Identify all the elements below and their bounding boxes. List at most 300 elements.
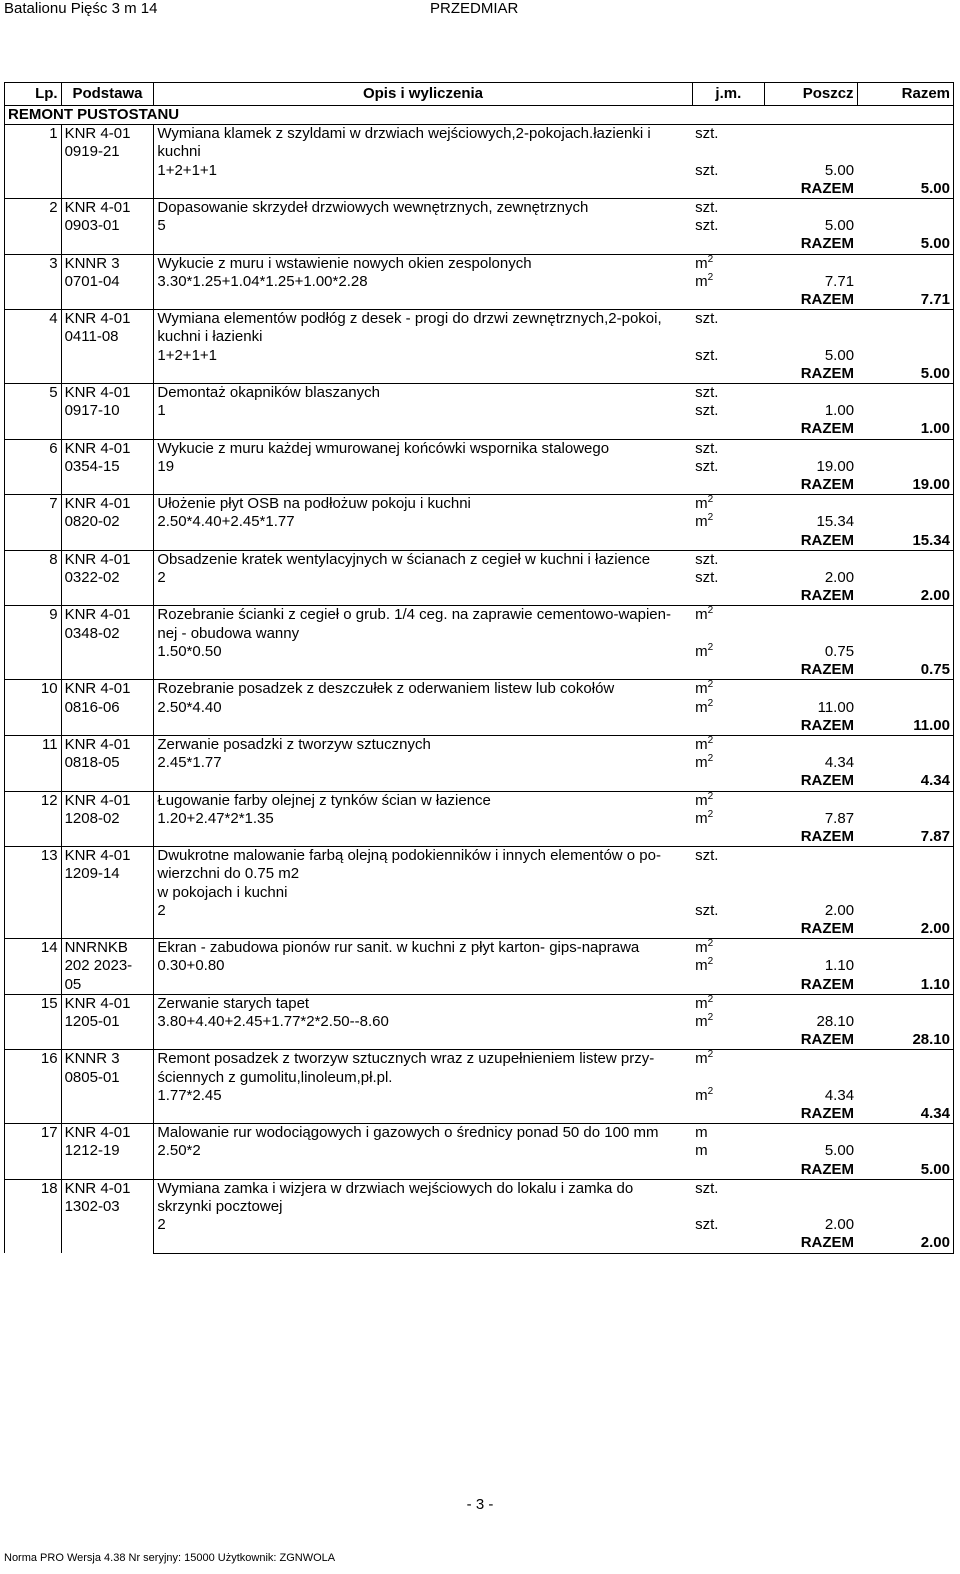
partial-value: 11.00 <box>817 698 855 716</box>
position-row <box>5 847 954 866</box>
basis-line: KNR 4-01 <box>64 125 131 143</box>
empty-cell <box>857 125 953 144</box>
position-number: 8 <box>5 550 62 606</box>
empty-cell <box>692 1161 764 1180</box>
empty-cell <box>857 1179 953 1198</box>
basis-line: KNR 4-01 <box>64 495 131 513</box>
calc-unit: szt. <box>695 901 719 919</box>
empty-cell <box>154 976 692 995</box>
basis-line: 1212-19 <box>64 1142 120 1160</box>
position-basis <box>61 1179 154 1253</box>
position-description: Ługowanie farby olejnej z tynków ścian w łazience <box>154 791 692 810</box>
position-description: kuchni i łazienki <box>157 328 263 346</box>
partial-value: 0.75 <box>824 642 855 660</box>
empty-cell <box>857 495 953 514</box>
col-podstawa: Podstawa <box>61 83 154 106</box>
basis-line: 1209-14 <box>64 865 120 883</box>
empty-cell <box>857 1198 953 1216</box>
partial-value: 7.71 <box>824 272 855 290</box>
razem-label: RAZEM <box>765 1161 858 1180</box>
empty-cell <box>857 939 953 958</box>
empty-cell <box>154 1234 692 1253</box>
position-number: 4 <box>5 310 62 384</box>
col-opis: Opis i wyliczenia <box>154 83 692 106</box>
basis-line: 0917-10 <box>64 402 120 420</box>
empty-cell <box>765 384 858 403</box>
calculation: 5 <box>157 217 166 235</box>
empty-cell <box>154 587 692 606</box>
empty-cell <box>857 865 953 883</box>
empty-cell <box>154 1105 692 1124</box>
position-number: 7 <box>5 495 62 551</box>
empty-cell <box>765 884 858 902</box>
basis-line: 0322-02 <box>64 569 120 587</box>
position-description: Ułożenie płyt OSB na podłożuw pokoju i kuchni <box>154 495 692 514</box>
calculation: 1+2+1+1 <box>157 161 218 179</box>
calc-unit: $m^2$ <box>695 641 714 660</box>
position-number: 16 <box>5 1050 62 1124</box>
empty-cell <box>692 235 764 254</box>
col-poszcz: Poszcz <box>765 83 858 106</box>
empty-cell <box>154 235 692 254</box>
empty-cell <box>857 791 953 810</box>
empty-cell <box>857 1013 953 1031</box>
razem-value: 11.00 <box>857 717 953 736</box>
col-lp: Lp. <box>5 83 62 106</box>
razem-value: 5.00 <box>857 1161 953 1180</box>
razem-label: RAZEM <box>765 420 858 439</box>
empty-cell <box>765 735 858 754</box>
razem-label: RAZEM <box>765 1105 858 1124</box>
unit: szt. <box>692 384 764 403</box>
empty-cell <box>154 180 692 199</box>
razem-value: 2.00 <box>857 920 953 939</box>
empty-cell <box>154 1161 692 1180</box>
position-basis <box>61 847 154 939</box>
empty-cell <box>765 125 858 144</box>
position-row <box>5 125 954 144</box>
position-basis <box>61 254 154 310</box>
position-description: Wykucie z muru i wstawienie nowych okien zespolonych <box>154 254 692 273</box>
empty-cell <box>857 569 953 587</box>
empty-cell <box>857 810 953 828</box>
position-row <box>5 384 954 403</box>
empty-cell <box>765 847 858 866</box>
razem-label: RAZEM <box>765 532 858 551</box>
position-basis <box>61 1124 154 1180</box>
unit: $m^2$ <box>692 939 764 958</box>
basis-line: 0919-21 <box>64 143 120 161</box>
razem-value: 5.00 <box>857 180 953 199</box>
position-basis <box>61 1050 154 1124</box>
razem-value: 4.34 <box>857 1105 953 1124</box>
partial-value: 5.00 <box>824 161 855 179</box>
position-description: Dopasowanie skrzydeł drzwiowych wewnętrznych, zewnętrznych <box>154 199 692 218</box>
empty-cell <box>765 680 858 699</box>
razem-label: RAZEM <box>765 180 858 199</box>
position-description: Wymiana klamek z szyldami w drzwiach wejściowych,2-pokojach.łazienki i <box>154 125 692 144</box>
empty-cell <box>154 1031 692 1050</box>
calc-unit: $m^2$ <box>695 956 714 975</box>
empty-cell <box>857 199 953 218</box>
empty-cell <box>857 847 953 866</box>
partial-value: 2.00 <box>824 901 855 919</box>
razem-value: 5.00 <box>857 365 953 384</box>
position-number: 5 <box>5 384 62 440</box>
unit: $m^2$ <box>692 254 764 273</box>
empty-cell <box>857 273 953 291</box>
unit: szt. <box>692 125 764 144</box>
position-number: 1 <box>5 125 62 199</box>
partial-value: 28.10 <box>816 1012 855 1030</box>
empty-cell <box>765 495 858 514</box>
section-row <box>5 106 954 125</box>
basis-line: 0805-01 <box>64 1068 120 1086</box>
position-description: Rozebranie posadzek z deszczułek z oderwaniem listew lub cokołów <box>154 680 692 699</box>
empty-cell <box>154 420 692 439</box>
empty-cell <box>857 884 953 902</box>
calc-unit: szt. <box>695 1216 719 1234</box>
empty-cell <box>857 162 953 180</box>
calc-unit: $m^2$ <box>695 512 714 531</box>
position-row <box>5 994 954 1013</box>
calc-unit: szt. <box>695 569 719 587</box>
position-description: wierzchni do 0.75 m2 <box>157 865 300 883</box>
position-description: skrzynki pocztowej <box>157 1197 283 1215</box>
partial-value: 2.00 <box>824 569 855 587</box>
empty-cell <box>857 550 953 569</box>
unit: szt. <box>692 847 764 866</box>
position-description: Rozebranie ścianki z cegieł o grub. 1/4 ceg. na zaprawie cementowo-wapien- <box>154 606 692 625</box>
col-razem: Razem <box>857 83 953 106</box>
section-title: REMONT PUSTOSTANU <box>5 106 954 125</box>
partial-value: 4.34 <box>824 754 855 772</box>
empty-cell <box>857 1050 953 1069</box>
empty-cell <box>857 754 953 772</box>
razem-value: 2.00 <box>857 587 953 606</box>
partial-value: 19.00 <box>816 457 855 475</box>
empty-cell <box>692 420 764 439</box>
partial-value: 1.00 <box>824 402 855 420</box>
position-number: 12 <box>5 791 62 847</box>
empty-cell <box>765 199 858 218</box>
unit <box>692 328 764 346</box>
calc-unit: $m^2$ <box>695 753 714 772</box>
basis-line: KNR 4-01 <box>64 550 131 568</box>
empty-cell <box>692 1031 764 1050</box>
razem-label: RAZEM <box>765 828 858 847</box>
position-description: Obsadzenie kratek wentylacyjnych w ścianach z cegieł w kuchni i łazience <box>154 550 692 569</box>
position-number: 3 <box>5 254 62 310</box>
basis-line: 0818-05 <box>64 754 120 772</box>
empty-cell <box>692 180 764 199</box>
calculation: 1+2+1+1 <box>157 346 218 364</box>
empty-cell <box>765 625 858 643</box>
unit: szt. <box>692 1179 764 1198</box>
razem-label: RAZEM <box>765 1234 858 1253</box>
empty-cell <box>692 828 764 847</box>
empty-cell <box>857 902 953 920</box>
empty-cell <box>154 717 692 736</box>
razem-value: 0.75 <box>857 661 953 680</box>
position-basis <box>61 791 154 847</box>
basis-line: KNR 4-01 <box>64 994 131 1012</box>
position-basis <box>61 939 154 995</box>
empty-cell <box>154 365 692 384</box>
empty-cell <box>765 143 858 161</box>
position-row <box>5 550 954 569</box>
position-number: 2 <box>5 199 62 255</box>
table-header-row <box>5 83 954 106</box>
unit: $m^2$ <box>692 791 764 810</box>
basis-line: KNR 4-01 <box>64 384 131 402</box>
empty-cell <box>857 384 953 403</box>
empty-cell <box>857 1142 953 1160</box>
basis-line: 0411-08 <box>64 328 119 346</box>
razem-value: 1.10 <box>857 976 953 995</box>
basis-line: KNR 4-01 <box>64 847 131 865</box>
position-basis <box>61 310 154 384</box>
basis-line: 0820-02 <box>64 513 120 531</box>
position-row <box>5 735 954 754</box>
position-basis <box>61 125 154 199</box>
empty-cell <box>692 661 764 680</box>
calc-unit: $m^2$ <box>695 271 714 290</box>
calc-unit: szt. <box>695 346 719 364</box>
razem-label: RAZEM <box>765 1031 858 1050</box>
calc-unit: $m^2$ <box>695 1011 714 1030</box>
empty-cell <box>857 458 953 476</box>
calc-unit: $m^2$ <box>695 697 714 716</box>
basis-line: KNR 4-01 <box>64 439 131 457</box>
razem-value: 7.71 <box>857 291 953 310</box>
position-row <box>5 439 954 458</box>
calculation: 2 <box>157 901 166 919</box>
razem-value: 1.00 <box>857 420 953 439</box>
empty-cell <box>857 680 953 699</box>
empty-cell <box>857 1087 953 1105</box>
razem-label: RAZEM <box>765 476 858 495</box>
position-basis <box>61 994 154 1050</box>
position-description: nej - obudowa wanny <box>157 624 300 642</box>
basis-line: KNR 4-01 <box>64 606 131 624</box>
calculation: 2.45*1.77 <box>157 754 222 772</box>
empty-cell <box>857 439 953 458</box>
position-description: Malowanie rur wodociągowych i gazowych o średnicy ponad 50 do 100 mm <box>154 1124 692 1143</box>
position-number: 9 <box>5 606 62 680</box>
basis-line: KNR 4-01 <box>64 735 131 753</box>
position-number: 11 <box>5 735 62 791</box>
position-row <box>5 606 954 625</box>
empty-cell <box>765 439 858 458</box>
empty-cell <box>154 772 692 791</box>
basis-line: KNNR 3 <box>64 254 120 272</box>
empty-cell <box>692 476 764 495</box>
unit: szt. <box>692 199 764 218</box>
empty-cell <box>857 735 953 754</box>
position-row <box>5 791 954 810</box>
razem-value: 15.34 <box>857 532 953 551</box>
unit <box>692 1198 764 1216</box>
position-description: ściennych z gumolitu,linoleum,pł.pl. <box>157 1068 393 1086</box>
position-row <box>5 495 954 514</box>
partial-value: 5.00 <box>824 217 855 235</box>
position-description: Remont posadzek z tworzyw sztucznych wraz z uzupełnieniem listew przy- <box>154 1050 692 1069</box>
basis-line: NNRNKB <box>64 939 128 957</box>
position-number: 6 <box>5 439 62 495</box>
footer-text: Norma PRO Wersja 4.38 Nr seryjny: 15000 Użytkownik: ZGNWOLA <box>4 1552 336 1564</box>
unit: $m^2$ <box>692 606 764 625</box>
unit: szt. <box>692 550 764 569</box>
unit: m <box>692 1124 764 1143</box>
empty-cell <box>154 532 692 551</box>
empty-cell <box>692 291 764 310</box>
basis-line: 0903-01 <box>64 217 120 235</box>
razem-value: 5.00 <box>857 235 953 254</box>
unit: $m^2$ <box>692 495 764 514</box>
page-number: - 3 - <box>466 1496 494 1513</box>
partial-value: 5.00 <box>824 1142 855 1160</box>
unit: $m^2$ <box>692 1050 764 1069</box>
position-row <box>5 310 954 329</box>
razem-label: RAZEM <box>765 365 858 384</box>
empty-cell <box>765 606 858 625</box>
empty-cell <box>765 328 858 346</box>
position-row <box>5 199 954 218</box>
razem-value: 7.87 <box>857 828 953 847</box>
calculation: 1.77*2.45 <box>157 1086 222 1104</box>
unit: $m^2$ <box>692 680 764 699</box>
empty-cell <box>857 643 953 661</box>
calc-unit: szt. <box>695 217 719 235</box>
basis-line: KNR 4-01 <box>64 680 131 698</box>
empty-cell <box>857 957 953 975</box>
empty-cell <box>857 1069 953 1087</box>
empty-cell <box>154 291 692 310</box>
calculation: 1.50*0.50 <box>157 642 222 660</box>
unit <box>692 625 764 643</box>
calculation: 3.30*1.25+1.04*1.25+1.00*2.28 <box>157 272 368 290</box>
calculation: 2.50*4.40 <box>157 698 222 716</box>
empty-cell <box>765 1179 858 1198</box>
document-title: PRZEDMIAR <box>430 0 519 17</box>
empty-cell <box>857 217 953 235</box>
document-location: Batalionu Pięśc 3 m 14 <box>4 0 158 17</box>
partial-value: 4.34 <box>824 1086 855 1104</box>
col-jm: j.m. <box>692 83 764 106</box>
unit: szt. <box>692 439 764 458</box>
basis-line: KNR 4-01 <box>64 199 131 217</box>
position-basis <box>61 439 154 495</box>
empty-cell <box>765 1050 858 1069</box>
razem-label: RAZEM <box>765 976 858 995</box>
empty-cell <box>765 1198 858 1216</box>
calculation: 3.80+4.40+2.45+1.77*2*2.50--8.60 <box>157 1012 389 1030</box>
position-number: 15 <box>5 994 62 1050</box>
razem-label: RAZEM <box>765 235 858 254</box>
empty-cell <box>692 365 764 384</box>
position-basis <box>61 384 154 440</box>
unit <box>692 865 764 883</box>
table-body <box>5 106 954 1254</box>
position-description: Wymiana zamka i wizjera w drzwiach wejściowych do lokalu i zamka do <box>154 1179 692 1198</box>
razem-value: 4.34 <box>857 772 953 791</box>
calculation: 2 <box>157 569 166 587</box>
razem-label: RAZEM <box>765 587 858 606</box>
calculation: 2.50*2 <box>157 1142 201 1160</box>
calc-unit: szt. <box>695 402 719 420</box>
position-row <box>5 1179 954 1198</box>
empty-cell <box>765 1124 858 1143</box>
calculation: 2 <box>157 1216 166 1234</box>
empty-cell <box>154 476 692 495</box>
basis-line: 1208-02 <box>64 809 120 827</box>
position-description: w pokojach i kuchni <box>157 883 288 901</box>
razem-label: RAZEM <box>765 717 858 736</box>
position-number: 18 <box>5 1179 62 1253</box>
empty-cell <box>765 254 858 273</box>
calc-unit: szt. <box>695 161 719 179</box>
basis-line: KNR 4-01 <box>64 1179 131 1197</box>
calc-unit: $m^2$ <box>695 808 714 827</box>
empty-cell <box>857 606 953 625</box>
empty-cell <box>154 828 692 847</box>
basis-line: 0701-04 <box>64 272 120 290</box>
basis-line: KNR 4-01 <box>64 791 131 809</box>
empty-cell <box>154 920 692 939</box>
position-description: Zerwanie starych tapet <box>154 994 692 1013</box>
position-row <box>5 1050 954 1069</box>
empty-cell <box>857 625 953 643</box>
empty-cell <box>692 532 764 551</box>
empty-cell <box>692 717 764 736</box>
position-basis <box>61 550 154 606</box>
basis-line: KNNR 3 <box>64 1050 120 1068</box>
position-description: Wykucie z muru każdej wmurowanej końcówki wspornika stalowego <box>154 439 692 458</box>
empty-cell <box>857 254 953 273</box>
empty-cell <box>765 865 858 883</box>
empty-cell <box>765 939 858 958</box>
position-number: 17 <box>5 1124 62 1180</box>
position-number: 10 <box>5 680 62 736</box>
razem-value: 19.00 <box>857 476 953 495</box>
position-description: Demontaż okapników blaszanych <box>154 384 692 403</box>
calc-unit: m <box>695 1142 708 1160</box>
partial-value: 1.10 <box>824 957 855 975</box>
basis-line: 0348-02 <box>64 624 120 642</box>
empty-cell <box>857 1124 953 1143</box>
empty-cell <box>857 347 953 365</box>
position-basis <box>61 735 154 791</box>
przedmiar-table <box>4 82 954 1254</box>
unit: $m^2$ <box>692 735 764 754</box>
position-row <box>5 254 954 273</box>
razem-value: 28.10 <box>857 1031 953 1050</box>
empty-cell <box>692 920 764 939</box>
empty-cell <box>857 328 953 346</box>
calculation: 1 <box>157 402 166 420</box>
empty-cell <box>765 791 858 810</box>
partial-value: 2.00 <box>824 1216 855 1234</box>
calc-unit: $m^2$ <box>695 1085 714 1104</box>
position-description: kuchni <box>157 143 201 161</box>
razem-label: RAZEM <box>765 661 858 680</box>
empty-cell <box>692 587 764 606</box>
unit <box>692 143 764 161</box>
position-description: Ekran - zabudowa pionów rur sanit. w kuchni z płyt karton- gips-naprawa <box>154 939 692 958</box>
razem-label: RAZEM <box>765 772 858 791</box>
calculation: 19 <box>157 457 175 475</box>
